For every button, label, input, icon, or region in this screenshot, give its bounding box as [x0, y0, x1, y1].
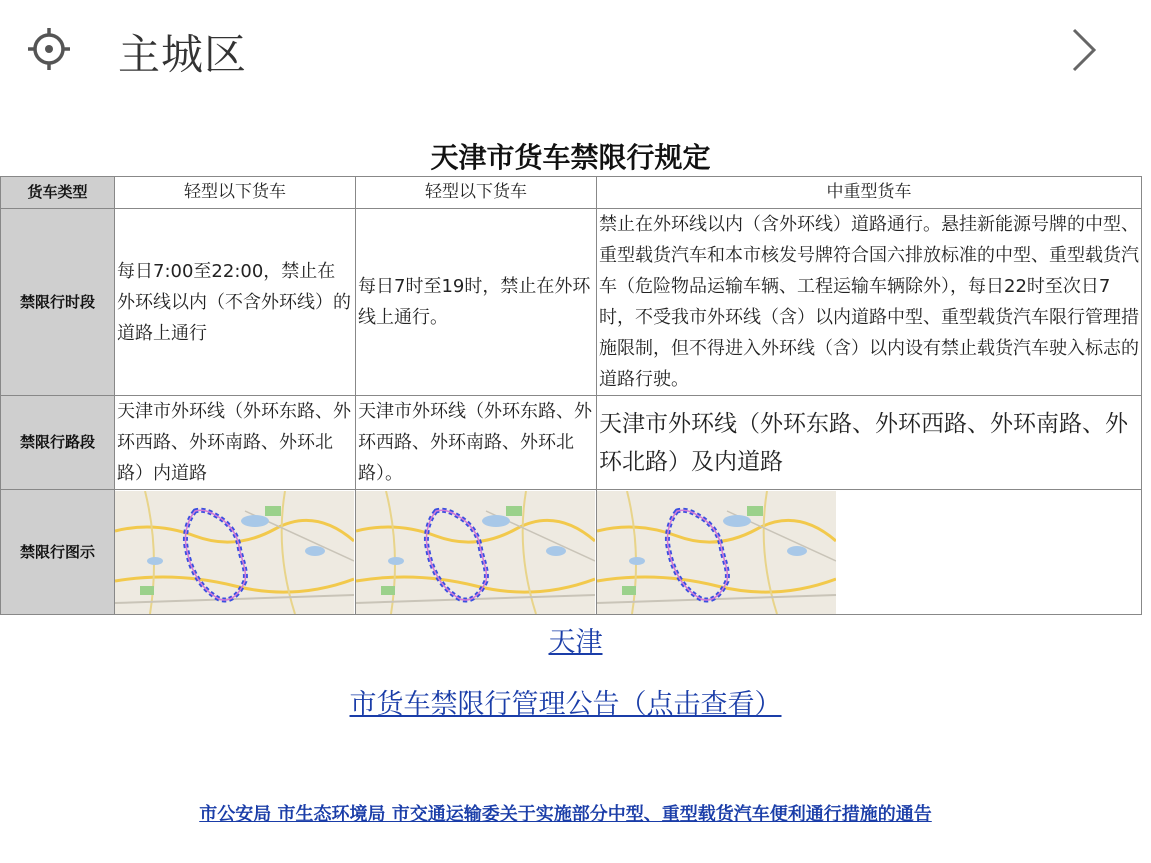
- truck-restriction-table: [0, 176, 1142, 615]
- col-type-light-1: 轻型以下货车: [115, 177, 356, 209]
- chevron-right-icon[interactable]: [1062, 26, 1102, 74]
- rules-title: 天津市货车禁限行规定: [430, 141, 711, 174]
- convenience-notice-link[interactable]: 市公安局 市生态环境局 市交通运输委关于实施部分中型、重型载货汽车便利通行措施的通告: [199, 804, 932, 825]
- restriction-map-image: [356, 491, 595, 614]
- restriction-map-image: [115, 491, 354, 614]
- table-row: [1, 490, 1142, 615]
- road-light-2: 天津市外环线（外环东路、外环西路、外环南路、外环北路）。: [356, 396, 597, 490]
- row-header-time: 禁限行时段: [1, 209, 115, 396]
- announcement-link-line2[interactable]: 市货车禁限行管理公告（点击查看）: [349, 689, 782, 720]
- top-bar: [0, 0, 1151, 100]
- map-cell-2: [356, 490, 597, 615]
- time-light-1: 每日7:00至22:00，禁止在外环线以内（不含外环线）的道路上通行: [115, 209, 356, 396]
- table-row: [1, 209, 1142, 396]
- table-row: [1, 396, 1142, 490]
- crosshair-locate-icon[interactable]: [24, 24, 74, 74]
- announcement-link-line1[interactable]: 天津: [548, 627, 603, 658]
- map-cell-3: [597, 490, 1142, 615]
- row-header-road: 禁限行路段: [1, 396, 115, 490]
- city-district-title[interactable]: 主城区: [118, 30, 248, 79]
- time-light-2: 每日7时至19时，禁止在外环线上通行。: [356, 209, 597, 396]
- row-header-map: 禁限行图示: [1, 490, 115, 615]
- time-heavy: 禁止在外环线以内（含外环线）道路通行。悬挂新能源号牌的中型、重型载货汽车和本市核发号牌符合国六排放标准的中型、重型载货汽车（危险物品运输车辆、工程运输车辆除外），每日22时至次日7时，不受我市外环线（含）以内道路中型、重型载货汽车限行管理措施限制，但不得进入外环线（含）以内设有禁止载货汽车驶入标志的道路行驶。: [597, 209, 1142, 396]
- road-heavy: 天津市外环线（外环东路、外环西路、外环南路、外环北路）及内道路: [597, 396, 1142, 490]
- table-row: [1, 177, 1142, 209]
- col-type-heavy: 中重型货车: [597, 177, 1142, 209]
- road-light-1: 天津市外环线（外环东路、外环西路、外环南路、外环北路）内道路: [115, 396, 356, 490]
- map-cell-1: [115, 490, 356, 615]
- row-header-type: 货车类型: [1, 177, 115, 209]
- restriction-map-image: [597, 491, 836, 614]
- col-type-light-2: 轻型以下货车: [356, 177, 597, 209]
